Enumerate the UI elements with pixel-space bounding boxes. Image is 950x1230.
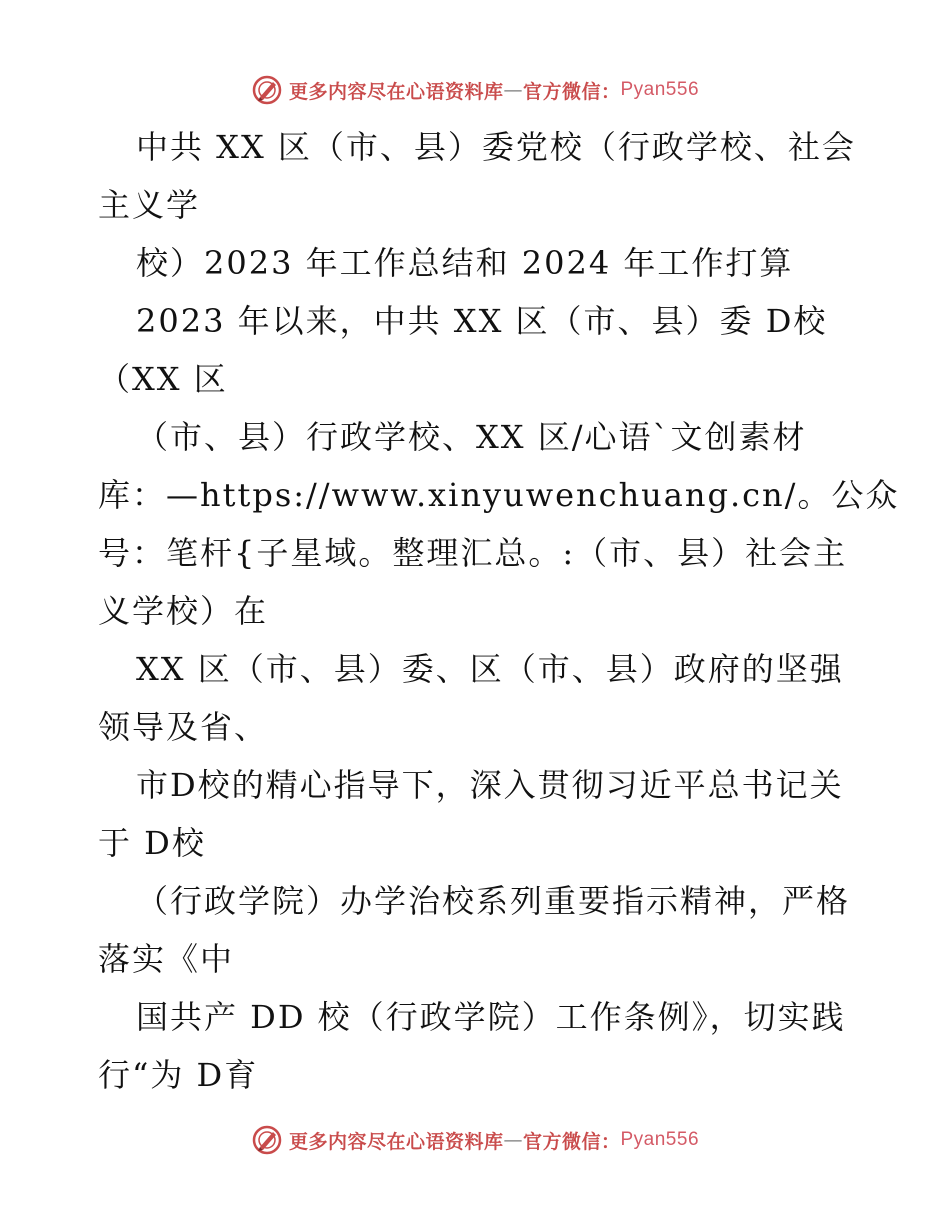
banner-main-text: 更多内容尽在心语资料库: [288, 1130, 504, 1153]
banner-account: Pyan556: [620, 79, 700, 100]
banner-main-text: 更多内容尽在心语资料库: [288, 80, 504, 103]
text-line: 国共产 DD 校（行政学院）工作条例》，切实践: [136, 998, 846, 1036]
pen-logo-icon: [251, 1124, 283, 1156]
banner-dash: —: [503, 1129, 523, 1151]
text-line: （XX 区: [98, 360, 228, 398]
text-line: 义学校）在: [98, 592, 269, 630]
footer-watermark: [0, 1120, 950, 1160]
text-line: 落实《中: [98, 940, 235, 978]
text-line: 市D校的精心指导下，深入贯彻习近平总书记关: [136, 766, 844, 804]
text-line: 校）2023 年工作总结和 2024 年工作打算: [136, 244, 794, 282]
pen-logo-icon: [251, 74, 283, 106]
text-line: 于 D校: [98, 824, 206, 862]
text-line: XX 区（市、县）委、区（市、县）政府的坚强: [136, 650, 844, 688]
banner-account: Pyan556: [620, 1129, 700, 1150]
text-line: （行政学院）办学治校系列重要指示精神，严格: [136, 882, 851, 920]
text-line: 号：笔杆{子星域。整理汇总。:（市、县）社会主: [98, 534, 848, 572]
text-line: 主义学: [98, 186, 201, 224]
banner-dash: —: [503, 79, 523, 101]
document-body: [98, 118, 900, 1104]
header-watermark: [0, 70, 950, 110]
text-line: 2023 年以来，中共 XX 区（市、县）委 D校: [136, 302, 828, 340]
text-line: 行“为 D育: [98, 1056, 259, 1094]
banner-official-label: 官方微信：: [522, 1130, 621, 1153]
text-line: 领导及省、: [98, 708, 269, 746]
text-line: 中共 XX 区（市、县）委党校（行政学校、社会: [136, 128, 856, 166]
text-line: 库：—https://www.xinyuwenchuang.cn/。公众: [98, 476, 900, 514]
banner-official-label: 官方微信：: [522, 80, 621, 103]
text-line: （市、县）行政学校、XX 区/心语`文创素材: [136, 418, 807, 456]
